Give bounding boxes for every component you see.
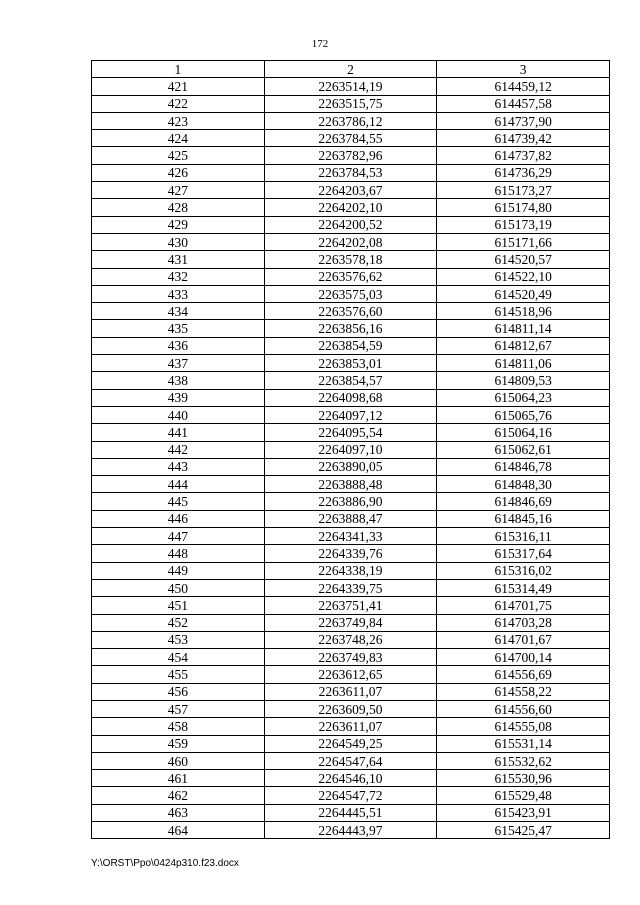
table-row [92,355,610,372]
table-row [92,649,610,666]
footer-file-path: Y:\ORST\Ppo\0424p310.f23.docx [91,858,239,869]
table-row [92,320,610,337]
point-number-cell: 442 [92,441,265,458]
x-coordinate-cell: 2263784,55 [264,130,437,147]
y-coordinate-cell: 614846,69 [437,493,610,510]
y-coordinate-cell: 615171,66 [437,233,610,250]
table-row [92,597,610,614]
y-coordinate-cell: 614556,60 [437,700,610,717]
point-number-cell: 463 [92,804,265,821]
y-coordinate-cell: 614459,12 [437,78,610,95]
point-number-cell: 436 [92,337,265,354]
table-row [92,199,610,216]
x-coordinate-cell: 2263514,19 [264,78,437,95]
x-coordinate-cell: 2264097,10 [264,441,437,458]
table-row [92,441,610,458]
x-coordinate-cell: 2263886,90 [264,493,437,510]
x-coordinate-cell: 2264095,54 [264,424,437,441]
table-row [92,562,610,579]
x-coordinate-cell: 2263576,60 [264,303,437,320]
table-row [92,614,610,631]
table-row [92,735,610,752]
y-coordinate-cell: 614701,75 [437,597,610,614]
point-number-cell: 446 [92,510,265,527]
y-coordinate-cell: 614701,67 [437,631,610,648]
x-coordinate-cell: 2263888,47 [264,510,437,527]
y-coordinate-cell: 614555,08 [437,718,610,735]
y-coordinate-cell: 614811,06 [437,355,610,372]
y-coordinate-cell: 614845,16 [437,510,610,527]
y-coordinate-cell: 614518,96 [437,303,610,320]
point-number-cell: 428 [92,199,265,216]
x-coordinate-cell: 2264341,33 [264,528,437,545]
x-coordinate-cell: 2263890,05 [264,458,437,475]
x-coordinate-cell: 2263612,65 [264,666,437,683]
x-coordinate-cell: 2264098,68 [264,389,437,406]
x-coordinate-cell: 2264097,12 [264,406,437,423]
table-row [92,251,610,268]
point-number-cell: 434 [92,303,265,320]
y-coordinate-cell: 615532,62 [437,752,610,769]
x-coordinate-cell: 2264202,10 [264,199,437,216]
x-coordinate-cell: 2263888,48 [264,476,437,493]
y-coordinate-cell: 614812,67 [437,337,610,354]
point-number-cell: 453 [92,631,265,648]
x-coordinate-cell: 2264339,75 [264,579,437,596]
y-coordinate-cell: 615317,64 [437,545,610,562]
column-header-3: 3 [437,61,610,78]
x-coordinate-cell: 2263751,41 [264,597,437,614]
point-number-cell: 424 [92,130,265,147]
y-coordinate-cell: 615423,91 [437,804,610,821]
y-coordinate-cell: 614809,53 [437,372,610,389]
point-number-cell: 431 [92,251,265,268]
y-coordinate-cell: 614522,10 [437,268,610,285]
x-coordinate-cell: 2263854,57 [264,372,437,389]
point-number-cell: 447 [92,528,265,545]
x-coordinate-cell: 2264547,64 [264,752,437,769]
y-coordinate-cell: 614700,14 [437,649,610,666]
point-number-cell: 439 [92,389,265,406]
table-row [92,631,610,648]
table-row [92,822,610,839]
x-coordinate-cell: 2264202,08 [264,233,437,250]
point-number-cell: 451 [92,597,265,614]
point-number-cell: 438 [92,372,265,389]
table-row [92,752,610,769]
table-row [92,683,610,700]
x-coordinate-cell: 2263784,53 [264,164,437,181]
point-number-cell: 427 [92,182,265,199]
table-row [92,389,610,406]
y-coordinate-cell: 614848,30 [437,476,610,493]
y-coordinate-cell: 615174,80 [437,199,610,216]
point-number-cell: 445 [92,493,265,510]
table-row [92,268,610,285]
point-number-cell: 430 [92,233,265,250]
table-row [92,476,610,493]
point-number-cell: 425 [92,147,265,164]
header-row [92,61,610,78]
table-row [92,424,610,441]
point-number-cell: 460 [92,752,265,769]
point-number-cell: 437 [92,355,265,372]
point-number-cell: 456 [92,683,265,700]
table-row [92,216,610,233]
y-coordinate-cell: 615316,11 [437,528,610,545]
y-coordinate-cell: 615173,19 [437,216,610,233]
x-coordinate-cell: 2263853,01 [264,355,437,372]
x-coordinate-cell: 2264339,76 [264,545,437,562]
table-row [92,337,610,354]
point-number-cell: 441 [92,424,265,441]
y-coordinate-cell: 614737,82 [437,147,610,164]
table-row [92,493,610,510]
table-row [92,770,610,787]
x-coordinate-cell: 2263575,03 [264,285,437,302]
x-coordinate-cell: 2263749,84 [264,614,437,631]
point-number-cell: 433 [92,285,265,302]
table-row [92,528,610,545]
table-row [92,510,610,527]
point-number-cell: 448 [92,545,265,562]
table-row [92,233,610,250]
y-coordinate-cell: 615530,96 [437,770,610,787]
table-row [92,303,610,320]
x-coordinate-cell: 2263611,07 [264,683,437,700]
column-header-1: 1 [92,61,265,78]
table-row [92,164,610,181]
point-number-cell: 454 [92,649,265,666]
y-coordinate-cell: 614736,29 [437,164,610,181]
point-number-cell: 443 [92,458,265,475]
x-coordinate-cell: 2264203,67 [264,182,437,199]
x-coordinate-cell: 2264445,51 [264,804,437,821]
y-coordinate-cell: 615425,47 [437,822,610,839]
y-coordinate-cell: 614556,69 [437,666,610,683]
table-row [92,130,610,147]
point-number-cell: 422 [92,95,265,112]
x-coordinate-cell: 2263786,12 [264,112,437,129]
y-coordinate-cell: 614737,90 [437,112,610,129]
table-row [92,406,610,423]
y-coordinate-cell: 614846,78 [437,458,610,475]
y-coordinate-cell: 614520,57 [437,251,610,268]
point-number-cell: 452 [92,614,265,631]
point-number-cell: 432 [92,268,265,285]
table-body [92,78,610,839]
y-coordinate-cell: 615314,49 [437,579,610,596]
table-row [92,78,610,95]
point-number-cell: 464 [92,822,265,839]
y-coordinate-cell: 614520,49 [437,285,610,302]
y-coordinate-cell: 615316,02 [437,562,610,579]
table-header [92,61,610,78]
x-coordinate-cell: 2263854,59 [264,337,437,354]
point-number-cell: 423 [92,112,265,129]
point-number-cell: 459 [92,735,265,752]
x-coordinate-cell: 2264546,10 [264,770,437,787]
point-number-cell: 450 [92,579,265,596]
y-coordinate-cell: 614739,42 [437,130,610,147]
table-row [92,372,610,389]
table-row [92,545,610,562]
y-coordinate-cell: 615173,27 [437,182,610,199]
x-coordinate-cell: 2263856,16 [264,320,437,337]
point-number-cell: 458 [92,718,265,735]
x-coordinate-cell: 2263782,96 [264,147,437,164]
point-number-cell: 457 [92,700,265,717]
y-coordinate-cell: 615064,23 [437,389,610,406]
point-number-cell: 426 [92,164,265,181]
table-row [92,804,610,821]
x-coordinate-cell: 2264200,52 [264,216,437,233]
y-coordinate-cell: 615531,14 [437,735,610,752]
table-row [92,718,610,735]
x-coordinate-cell: 2263748,26 [264,631,437,648]
page-number: 172 [311,38,329,50]
point-number-cell: 429 [92,216,265,233]
y-coordinate-cell: 615065,76 [437,406,610,423]
y-coordinate-cell: 615064,16 [437,424,610,441]
y-coordinate-cell: 615529,48 [437,787,610,804]
x-coordinate-cell: 2264549,25 [264,735,437,752]
table-row [92,182,610,199]
x-coordinate-cell: 2263749,83 [264,649,437,666]
y-coordinate-cell: 615062,61 [437,441,610,458]
point-number-cell: 444 [92,476,265,493]
point-number-cell: 461 [92,770,265,787]
table-row [92,787,610,804]
table-row [92,579,610,596]
y-coordinate-cell: 614558,22 [437,683,610,700]
point-number-cell: 435 [92,320,265,337]
table-row [92,458,610,475]
y-coordinate-cell: 614811,14 [437,320,610,337]
x-coordinate-cell: 2263609,50 [264,700,437,717]
y-coordinate-cell: 614703,28 [437,614,610,631]
point-number-cell: 455 [92,666,265,683]
column-header-2: 2 [264,61,437,78]
table-row [92,112,610,129]
table-row [92,95,610,112]
x-coordinate-cell: 2264547,72 [264,787,437,804]
table-row [92,666,610,683]
x-coordinate-cell: 2263578,18 [264,251,437,268]
x-coordinate-cell: 2263576,62 [264,268,437,285]
x-coordinate-cell: 2264338,19 [264,562,437,579]
x-coordinate-cell: 2264443,97 [264,822,437,839]
point-number-cell: 421 [92,78,265,95]
table-row [92,285,610,302]
point-number-cell: 449 [92,562,265,579]
x-coordinate-cell: 2263611,07 [264,718,437,735]
point-number-cell: 462 [92,787,265,804]
point-number-cell: 440 [92,406,265,423]
table-row [92,147,610,164]
coordinates-table [91,60,610,839]
x-coordinate-cell: 2263515,75 [264,95,437,112]
table-row [92,700,610,717]
y-coordinate-cell: 614457,58 [437,95,610,112]
